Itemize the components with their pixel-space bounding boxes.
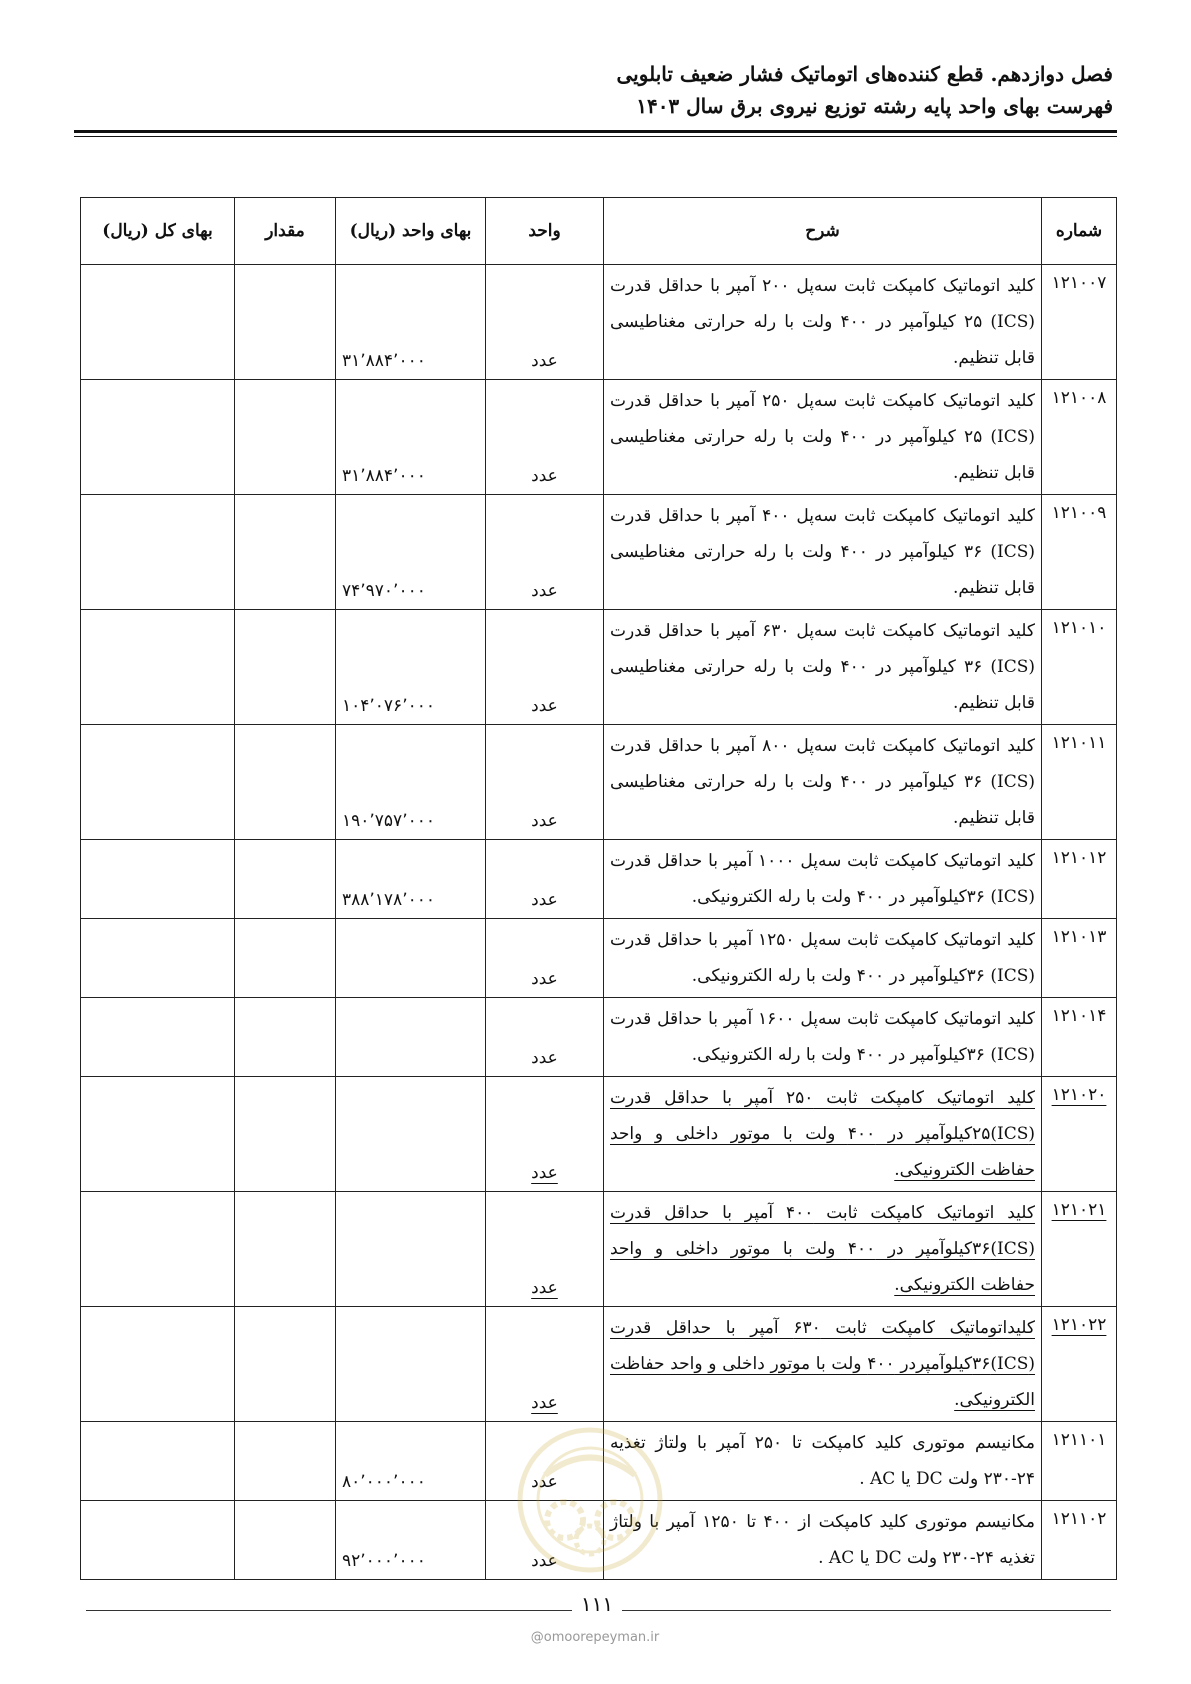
item-quantity — [235, 1307, 336, 1422]
item-total-price — [81, 1192, 235, 1307]
item-unit-price: ۳۱٬۸۸۴٬۰۰۰ — [336, 265, 486, 380]
item-description: کلید اتوماتیک کامپکت ثابت سه‌پل ۲۰۰ آمپر با حداقل قدرت (ICS) ۲۵ کیلوآمپر در ۴۰۰ ولت با رله حرارتی مغناطیسی قابل تنظیم. — [604, 265, 1042, 380]
table-row — [81, 725, 1117, 840]
item-description: کلید اتوماتیک کامپکت ثابت سه‌پل ۱۶۰۰ آمپر با حداقل قدرت (ICS) ۳۶کیلوآمپر در ۴۰۰ ولت با رله الکترونیکی. — [604, 998, 1042, 1077]
item-unit-price — [336, 919, 486, 998]
item-unit: عدد — [486, 1307, 604, 1422]
table-row — [81, 265, 1117, 380]
item-description: کلید اتوماتیک کامپکت ثابت ۲۵۰ آمپر با حداقل قدرت (ICS)۲۵کیلوآمپر در ۴۰۰ ولت با موتور داخلی و واحد حفاظت الکترونیکی. — [604, 1077, 1042, 1192]
item-quantity — [235, 265, 336, 380]
item-quantity — [235, 1192, 336, 1307]
item-description: مکانیسم موتوری کلید کامپکت تا ۲۵۰ آمپر با ولتاژ تغذیه ۲۴-۲۳۰ ولت DC یا AC . — [604, 1422, 1042, 1501]
table-row — [81, 380, 1117, 495]
item-code: ۱۲۱۱۰۲ — [1042, 1501, 1117, 1580]
item-code: ۱۲۱۰۰۹ — [1042, 495, 1117, 610]
table-row — [81, 919, 1117, 998]
table-row — [81, 998, 1117, 1077]
item-code: ۱۲۱۰۲۰ — [1042, 1077, 1117, 1192]
item-unit: عدد — [486, 919, 604, 998]
item-code: ۱۲۱۰۰۷ — [1042, 265, 1117, 380]
item-unit: عدد — [486, 1422, 604, 1501]
header-unit-price: بهای واحد (ریال) — [336, 198, 486, 265]
chapter-title: فصل دوازدهم. قطع کننده‌های اتوماتیک فشار ضعیف تابلویی — [616, 62, 1113, 86]
item-unit: عدد — [486, 265, 604, 380]
item-quantity — [235, 998, 336, 1077]
item-code: ۱۲۱۱۰۱ — [1042, 1422, 1117, 1501]
item-quantity — [235, 725, 336, 840]
item-description: کلید اتوماتیک کامپکت ثابت سه‌پل ۲۵۰ آمپر با حداقل قدرت (ICS) ۲۵ کیلوآمپر در ۴۰۰ ولت با رله حرارتی مغناطیسی قابل تنظیم. — [604, 380, 1042, 495]
page-number: ۱۱۱ — [572, 1592, 622, 1616]
item-unit-price: ۱۹۰٬۷۵۷٬۰۰۰ — [336, 725, 486, 840]
item-code: ۱۲۱۰۲۱ — [1042, 1192, 1117, 1307]
header-rule-thick — [74, 130, 1117, 133]
header-description: شرح — [604, 198, 1042, 265]
item-unit-price: ۹۲٬۰۰۰٬۰۰۰ — [336, 1501, 486, 1580]
item-unit-price: ۸۰٬۰۰۰٬۰۰۰ — [336, 1422, 486, 1501]
header-quantity: مقدار — [235, 198, 336, 265]
item-unit: عدد — [486, 998, 604, 1077]
item-unit: عدد — [486, 1192, 604, 1307]
item-total-price — [81, 1077, 235, 1192]
item-quantity — [235, 495, 336, 610]
item-total-price — [81, 840, 235, 919]
item-quantity — [235, 840, 336, 919]
header-unit: واحد — [486, 198, 604, 265]
item-description: مکانیسم موتوری کلید کامپکت از ۴۰۰ تا ۱۲۵۰ آمپر با ولتاژ تغذیه ۲۴-۲۳۰ ولت DC یا AC . — [604, 1501, 1042, 1580]
website-watermark: @omoorepeyman.ir — [530, 1630, 660, 1645]
table-row — [81, 1192, 1117, 1307]
table-row — [81, 840, 1117, 919]
table-row — [81, 1501, 1117, 1580]
item-quantity — [235, 919, 336, 998]
item-total-price — [81, 610, 235, 725]
item-unit: عدد — [486, 1077, 604, 1192]
item-quantity — [235, 1077, 336, 1192]
item-unit-price — [336, 998, 486, 1077]
item-code: ۱۲۱۰۰۸ — [1042, 380, 1117, 495]
item-unit: عدد — [486, 610, 604, 725]
item-description: کلیداتوماتیک کامپکت ثابت ۶۳۰ آمپر با حداقل قدرت (ICS)۳۶کیلوآمپردر ۴۰۰ ولت با موتور داخلی و واحد حفاظت الکترونیکی. — [604, 1307, 1042, 1422]
item-unit: عدد — [486, 1501, 604, 1580]
item-code: ۱۲۱۰۱۴ — [1042, 998, 1117, 1077]
item-code: ۱۲۱۰۱۳ — [1042, 919, 1117, 998]
item-quantity — [235, 1501, 336, 1580]
item-total-price — [81, 919, 235, 998]
item-total-price — [81, 380, 235, 495]
item-description: کلید اتوماتیک کامپکت ثابت سه‌پل ۱۰۰۰ آمپر با حداقل قدرت (ICS) ۳۶کیلوآمپر در ۴۰۰ ولت با رله الکترونیکی. — [604, 840, 1042, 919]
table-row — [81, 1307, 1117, 1422]
item-unit: عدد — [486, 380, 604, 495]
item-unit-price: ۳۸۸٬۱۷۸٬۰۰۰ — [336, 840, 486, 919]
item-unit-price — [336, 1307, 486, 1422]
table-row — [81, 610, 1117, 725]
item-quantity — [235, 610, 336, 725]
item-unit: عدد — [486, 840, 604, 919]
item-description: کلید اتوماتیک کامپکت ثابت سه‌پل ۴۰۰ آمپر با حداقل قدرت (ICS) ۳۶ کیلوآمپر در ۴۰۰ ولت با رله حرارتی مغناطیسی قابل تنظیم. — [604, 495, 1042, 610]
header-code: شماره — [1042, 198, 1117, 265]
item-code: ۱۲۱۰۲۲ — [1042, 1307, 1117, 1422]
document-title: فهرست بهای واحد پایه رشته توزیع نیروی برق سال ۱۴۰۳ — [636, 94, 1113, 118]
item-total-price — [81, 1501, 235, 1580]
table-row — [81, 1422, 1117, 1501]
page-header — [73, 58, 1113, 122]
price-list-table — [80, 197, 1117, 1580]
item-total-price — [81, 495, 235, 610]
item-description: کلید اتوماتیک کامپکت ثابت سه‌پل ۶۳۰ آمپر با حداقل قدرت (ICS) ۳۶ کیلوآمپر در ۴۰۰ ولت با رله حرارتی مغناطیسی قابل تنظیم. — [604, 610, 1042, 725]
item-total-price — [81, 265, 235, 380]
item-unit: عدد — [486, 495, 604, 610]
item-total-price — [81, 725, 235, 840]
item-total-price — [81, 1307, 235, 1422]
item-unit-price — [336, 1192, 486, 1307]
table-header-row — [81, 198, 1117, 265]
item-code: ۱۲۱۰۱۱ — [1042, 725, 1117, 840]
item-description: کلید اتوماتیک کامپکت ثابت ۴۰۰ آمپر با حداقل قدرت (ICS)۳۶کیلوآمپر در ۴۰۰ ولت با موتور داخلی و واحد حفاظت الکترونیکی. — [604, 1192, 1042, 1307]
header-total-price: بهای کل (ریال) — [81, 198, 235, 265]
item-description: کلید اتوماتیک کامپکت ثابت سه‌پل ۱۲۵۰ آمپر با حداقل قدرت (ICS) ۳۶کیلوآمپر در ۴۰۰ ولت با رله الکترونیکی. — [604, 919, 1042, 998]
table-row — [81, 1077, 1117, 1192]
table-row — [81, 495, 1117, 610]
item-unit-price: ۷۴٬۹۷۰٬۰۰۰ — [336, 495, 486, 610]
item-unit-price: ۳۱٬۸۸۴٬۰۰۰ — [336, 380, 486, 495]
item-code: ۱۲۱۰۱۲ — [1042, 840, 1117, 919]
item-description: کلید اتوماتیک کامپکت ثابت سه‌پل ۸۰۰ آمپر با حداقل قدرت (ICS) ۳۶ کیلوآمپر در ۴۰۰ ولت با رله حرارتی مغناطیسی قابل تنظیم. — [604, 725, 1042, 840]
item-total-price — [81, 998, 235, 1077]
item-unit-price: ۱۰۴٬۰۷۶٬۰۰۰ — [336, 610, 486, 725]
item-quantity — [235, 380, 336, 495]
item-unit: عدد — [486, 725, 604, 840]
header-rule-thin — [74, 136, 1117, 137]
item-total-price — [81, 1422, 235, 1501]
item-code: ۱۲۱۰۱۰ — [1042, 610, 1117, 725]
item-unit-price — [336, 1077, 486, 1192]
item-quantity — [235, 1422, 336, 1501]
